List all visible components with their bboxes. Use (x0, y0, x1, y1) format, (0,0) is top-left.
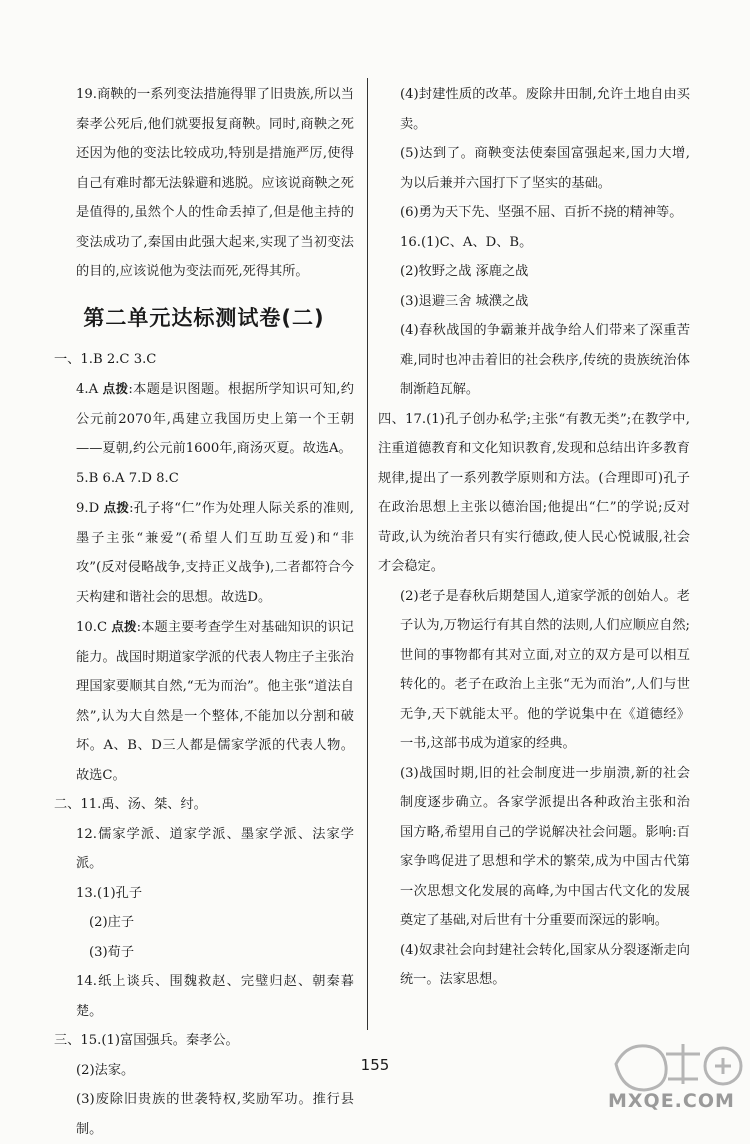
left-answer-list (54, 345, 354, 1144)
answer-item (54, 493, 354, 612)
tip-label: 点拨 (103, 381, 129, 396)
answer-item: 16.(1)C、A、D、B。 (378, 228, 690, 258)
answer-item: (4)奴隶社会向封建社会转化,国家从分裂逐渐走向统一。法家思想。 (378, 936, 690, 995)
tip-label: 点拨 (111, 619, 136, 634)
answer-item: (4)春秋战国的争霸兼并战争给人们带来了深重苦难,同时也冲击着旧的社会秩序,传统的贵族统治体制渐趋瓦解。 (378, 316, 690, 405)
answer-item: 二、11.禹、汤、桀、纣。 (54, 790, 354, 820)
answer-item (54, 612, 354, 790)
right-column (378, 80, 690, 995)
answer-item: 三、15.(1)富国强兵。秦孝公。 (54, 1026, 354, 1056)
answer-item: (4)封建性质的改革。废除井田制,允许土地自由买卖。 (378, 80, 690, 139)
answer-item: 一、1.B 2.C 3.C (54, 345, 354, 375)
watermark-text: MXQE.COM (608, 1090, 746, 1112)
right-answer-list (378, 80, 690, 995)
answer-item: (2)老子是春秋后期楚国人,道家学派的创始人。老子认为,万物运行有其自然的法则,人们应顺应自然;世间的事物都有其对立面,对立的双方是可以相互转化的。老子在政治上主张“无为而治”,人们与世无争,天下就能太平。他的学说集中在《道德经》一书,这部书成为道家的经典。 (378, 582, 690, 759)
answer-item: (3)废除旧贵族的世袭特权,奖励军功。推行县制。 (54, 1085, 354, 1144)
answer-text: :孔子将“仁”作为处理人际关系的准则,墨子主张“兼爱”(希望人们互助互爱)和“非攻”(反对侵略战争,支持正义战争),二者都符合今天构建和谐社会的思想。故选D。 (76, 501, 354, 605)
answer-item (54, 374, 354, 464)
section-title: 第二单元达标测试卷(二) (54, 303, 354, 333)
answer-item: 5.B 6.A 7.D 8.C (54, 464, 354, 494)
answer-item: (2)牧野之战 涿鹿之战 (378, 257, 690, 287)
answer-item: (3)荀子 (54, 938, 354, 968)
answer-choice: 4.A (76, 382, 98, 397)
answer-item: (2)庄子 (54, 908, 354, 938)
answer-item: (2)法家。 (54, 1056, 354, 1086)
answer-item: (5)达到了。商鞅变法使秦国富强起来,国力大增,为以后兼并六国打下了坚实的基础。 (378, 139, 690, 198)
answer-text: :本题主要考查学生对基础知识的识记能力。战国时期道家学派的代表人物庄子主张治理国家要顺其自然,“无为而治”。他主张“道法自然”,认为大自然是一个整体,不能加以分割和破坏。A、B、D三人都是儒家学派的代表人物。故选C。 (76, 620, 354, 783)
answer-19: 19.商鞅的一系列变法措施得罪了旧贵族,所以当秦孝公死后,他们就要报复商鞅。同时,商鞅之死还因为他的变法比较成功,特别是措施严厉,使得自己有难时都无法躲避和逃脱。应该说商鞅之死是值得的,虽然个人的性命丢掉了,但是他主持的变法成功了,秦国由此强大起来,实现了当初变法的目的,应该说他为变法而死,死得其所。 (54, 80, 354, 287)
answer-item: 13.(1)孔子 (54, 879, 354, 909)
page-number: 155 (0, 1056, 750, 1074)
answer-item: (3)战国时期,旧的社会制度进一步崩溃,新的社会制度逐步确立。各家学派提出各种政治主张和治国方略,希望用自己的学说解决社会问题。影响:百家争鸣促进了思想和学术的繁荣,成为中国古代第一次思想文化发展的高峰,为中国古代文化的发展奠定了基础,对后世有十分重要而深远的影响。 (378, 759, 690, 936)
column-divider (367, 78, 368, 1030)
answer-item: 14.纸上谈兵、围魏救赵、完璧归赵、朝秦暮楚。 (54, 967, 354, 1026)
answer-text: :本题是识图题。根据所学知识可知,约公元前2070年,禹建立我国历史上第一个王朝——夏朝,约公元前1600年,商汤灭夏。故选A。 (76, 382, 354, 456)
answer-choice: 9.D (76, 501, 99, 516)
answer-item: 12.儒家学派、道家学派、墨家学派、法家学派。 (54, 820, 354, 879)
tip-label: 点拨 (104, 500, 130, 515)
answer-item: (3)退避三舍 城濮之战 (378, 287, 690, 317)
answer-item: (6)勇为天下先、坚强不屈、百折不挠的精神等。 (378, 198, 690, 228)
left-column (54, 80, 354, 1144)
answer-item: 四、17.(1)孔子创办私学;主张“有教无类”;在教学中,注重道德教育和文化知识教育,发现和总结出许多教育规律,提出了一系列教学原则和方法。(合理即可)孔子在政治思想上主张以德治国;他提出“仁”的学说;反对苛政,认为统治者只有实行德政,使人民心悦诚服,社会才会稳定。 (378, 405, 690, 582)
answer-choice: 10.C (76, 620, 107, 635)
